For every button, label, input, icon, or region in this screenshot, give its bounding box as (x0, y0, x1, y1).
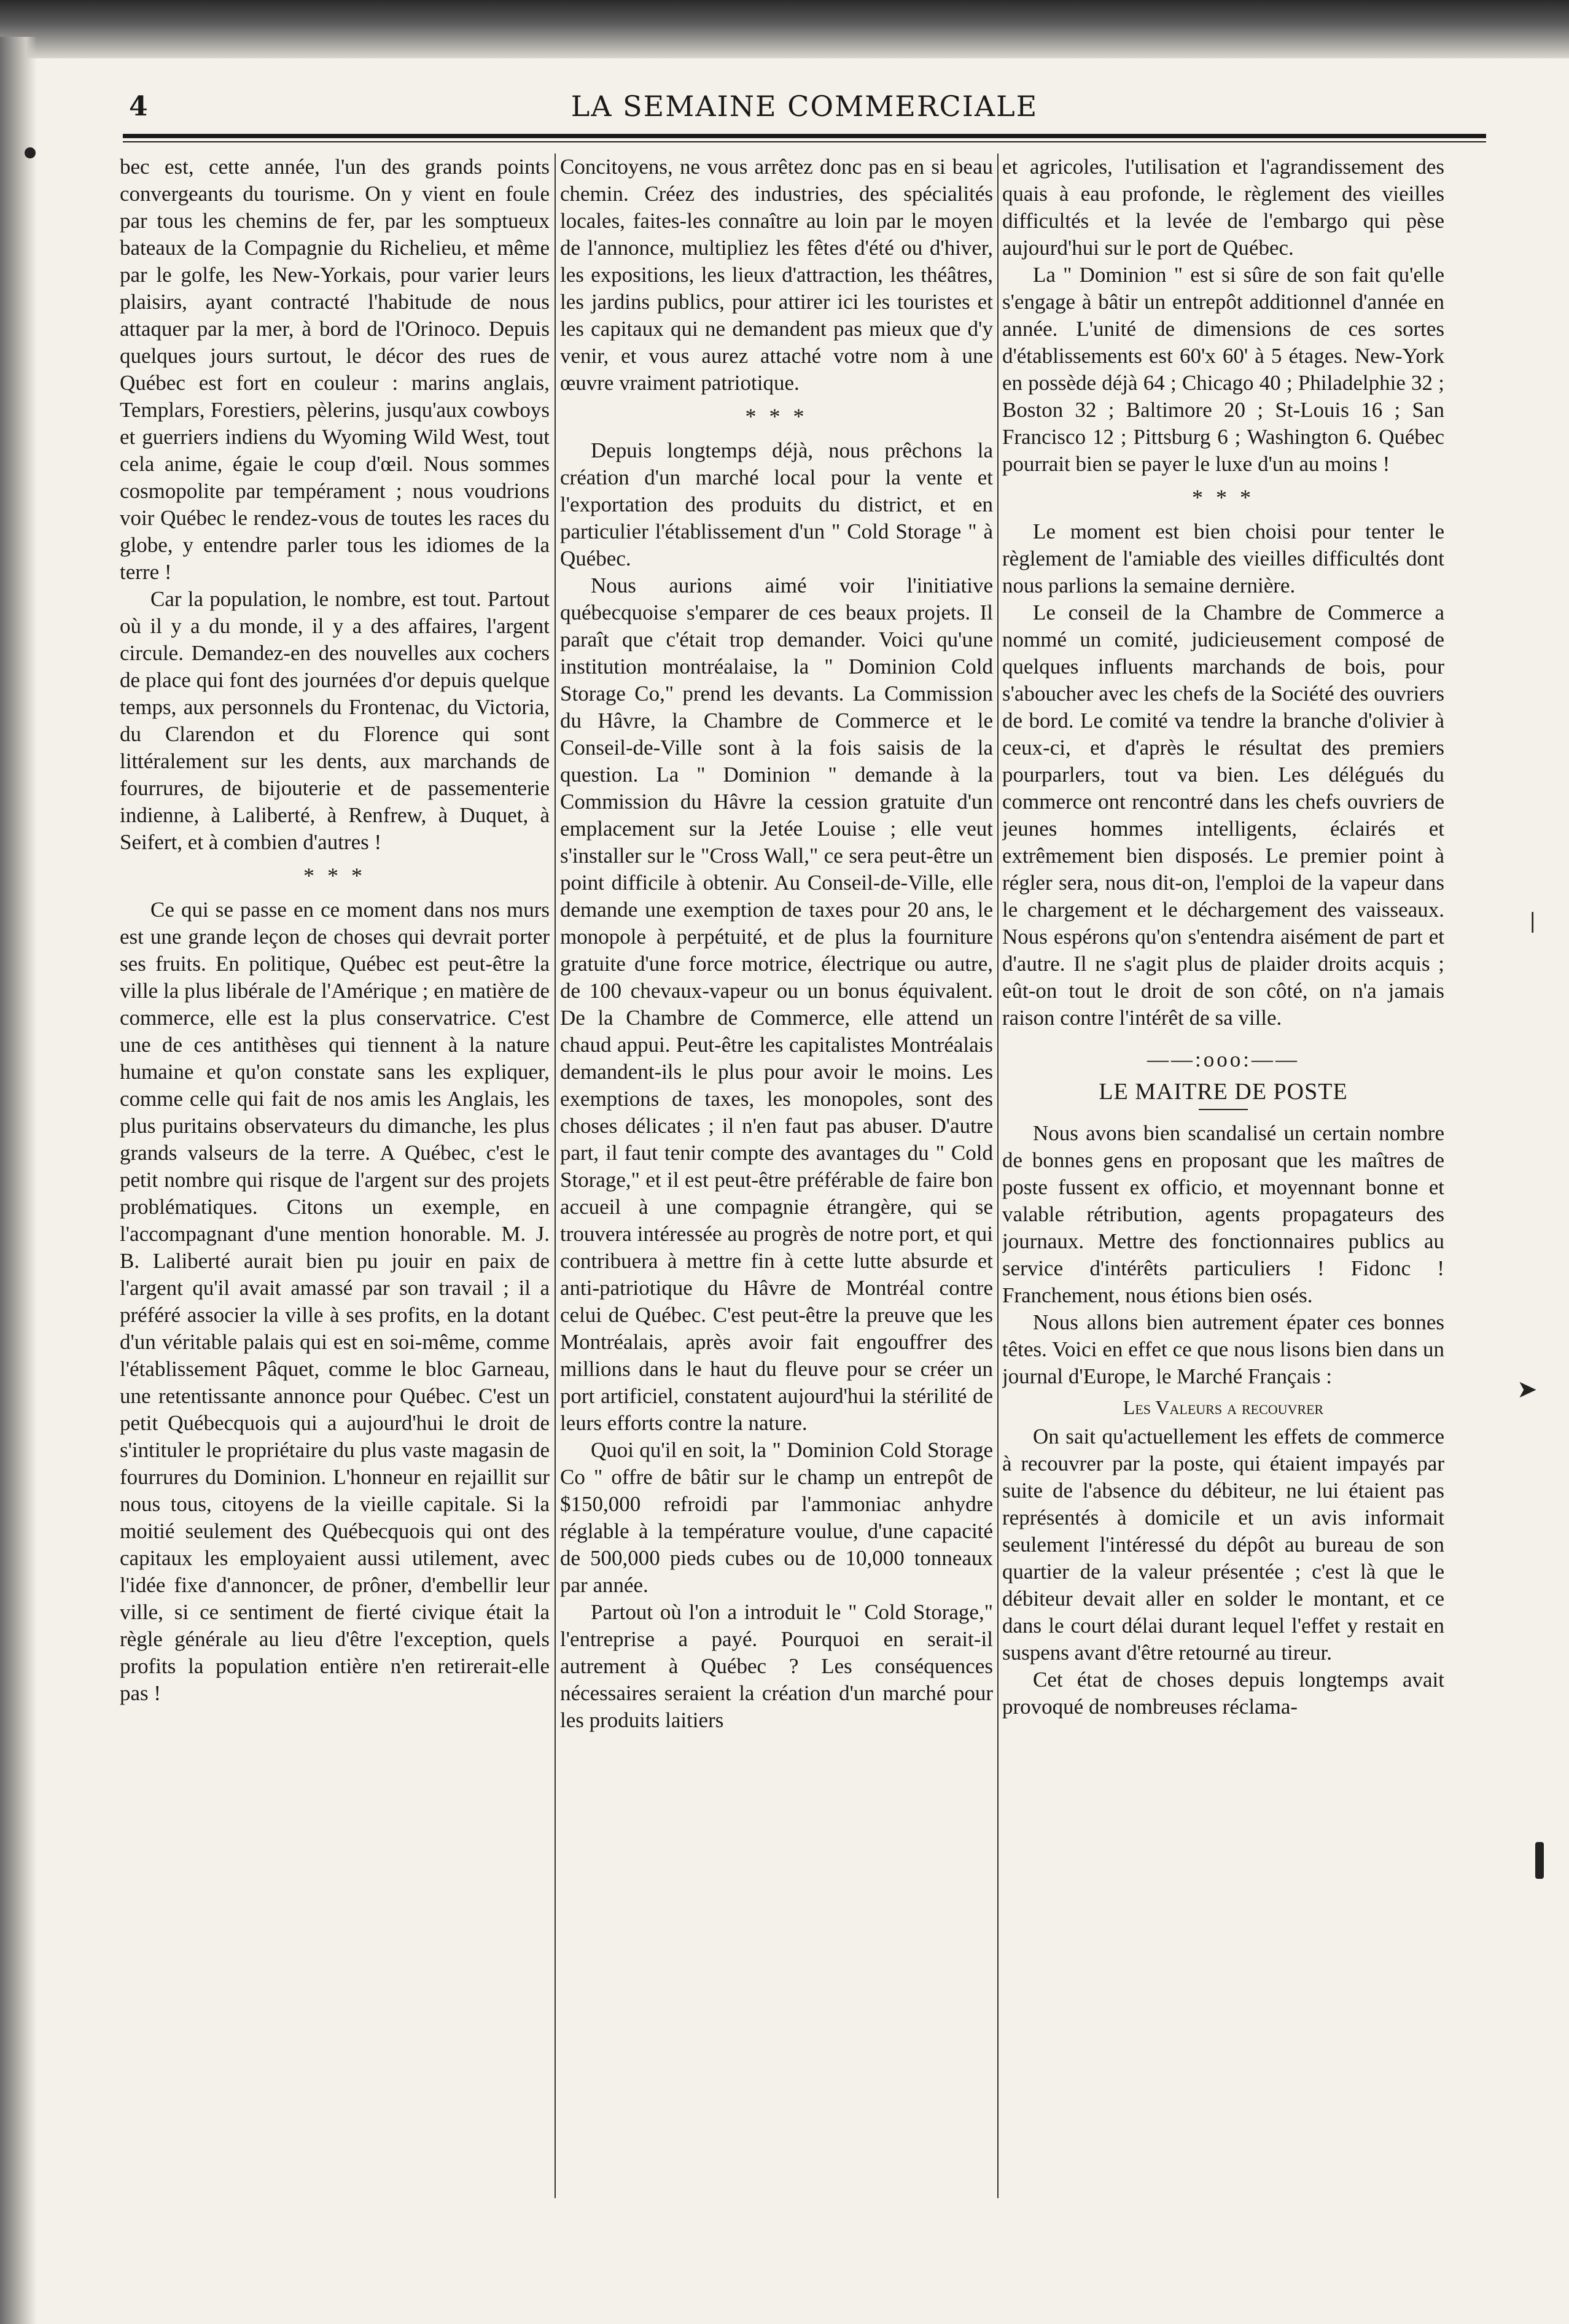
paragraph: Ce qui se passe en ce moment dans nos murs est une grande leçon de choses qui devrait porter ses fruits. En politique, Québec est peut-être la ville la plus libérale de l'Amérique ; en matière de commerce, elle est la plus conservatrice. C'est une de ces antithèses qui tiennent à la nature humaine et qu'on constate sans les expliquer, comme celle qui fait de nos amis les Anglais, les plus puritains observateurs du dimanche, les plus grands valseurs de la terre. A Québec, c'est le petit nombre qui risque de l'argent sur des projets problématiques. Citons un exemple, en l'accompagnant d'une mention honorable. M. J. B. Laliberté aurait bien pu jouir en paix de l'argent qu'il avait amassé par son travail ; il a préféré associer la ville à ses profits, en la dotant d'un véritable palais qui est en soi-même, comme l'établissement Pâquet, comme le bloc Garneau, une retentissante annonce pour Québec. C'est un petit Québecquois qui a aujourd'hui le droit de s'intituler le propriétaire du plus vaste magasin de fourrures du Dominion. L'honneur en rejaillit sur nous tous, citoyens de la vieille capitale. Si la moitié seulement des Québecquois qui ont des capitaux les employaient aussi utilement, avec l'idée fixe d'annoncer, de prôner, d'embellir leur ville, si ce sentiment de fierté civique était la règle générale au lieu d'être l'exception, quels profits la population entière n'en retirerait-elle pas ! (120, 898, 550, 1705)
page-header (123, 86, 1486, 129)
paragraph: Nous avons bien scandalisé un certain nombre de bonnes gens en proposant que les maîtres de poste fussent ex officio, et moyennant bonne et valable rétribution, agents propagateurs des journaux. Mettre des fonctionnaires publics au service d'intérêts particuliers ! Fidonc ! Franchement, nous étions bien osés. (1002, 1121, 1444, 1307)
asterism: * * * (1192, 485, 1255, 510)
paragraph: Depuis longtemps déjà, nous prêchons la création d'un marché local pour la vente et l'exportation des produits du district, et en particulier l'établissement d'un " Cold Storage " à Québec. (560, 438, 993, 570)
ink-blot (1535, 1842, 1544, 1879)
scan-edge-top (0, 0, 1569, 58)
header-rule-thick (123, 134, 1486, 138)
margin-tick-mark: | (1529, 909, 1536, 933)
masthead-title: LA SEMAINE COMMERCIALE (570, 90, 1038, 123)
paragraph: On sait qu'actuellement les effets de commerce à recouvrer par la poste, qui étaient impayés par suite de l'absence du débiteur, ne lui étaient pas représentés à domicile et un avis informait seulement l'intéressé du dépôt au bureau de son quartier de la valeur présentée ; c'est là que le débiteur devait aller en solder le montant, et ce dans le court délai durant lequel l'effet y restait en suspens avant d'être retourné au tireur. (1002, 1424, 1444, 1665)
paragraph: Nous allons bien autrement épater ces bonnes têtes. Voici en effet ce que nous lisons bien dans un journal d'Europe, le Marché Français : (1002, 1310, 1444, 1388)
paragraph: bec est, cette année, l'un des grands points convergeants du tourisme. On y vient en foule par tous les chemins de fer, par les somptueux bateaux de la Compagnie du Richelieu, et même par le golfe, les New-Yorkais, pour varier leurs plaisirs, ayant contracté l'habitude de nous attaquer par la mer, à bord de l'Orinoco. Depuis quelques jours surtout, le décor des rues de Québec est fort en couleur : marins anglais, Templars, Forestiers, pèlerins, jusqu'aux cowboys et guerriers indiens du Wyoming Wild West, tout cela anime, égaie le coup d'œil. Nous sommes cosmopolite par tempérament ; nous voudrions voir Québec le rendez-vous de toutes les races du globe, y entendre parler tous les idiomes de la terre ! (120, 155, 550, 584)
section-separator: ——:ooo:—— (1147, 1047, 1299, 1071)
subheading: Les Valeurs a recouvrer (1123, 1396, 1324, 1418)
paragraph: Quoi qu'il en soit, la " Dominion Cold Storage Co " offre de bâtir sur le champ un entrepôt de $150,000 refroidi par l'ammoniac anhydre réglable à la température voulue, d'une capacité de 500,000 pieds cubes ou de 10,000 tonneaux par année. (560, 1438, 993, 1597)
asterism: * * * (303, 863, 366, 888)
column-3 (1002, 154, 1444, 2198)
paragraph: et agricoles, l'utilisation et l'agrandissement des quais à eau profonde, le règlement des vieilles difficultés et la levée de l'embargo qui pèse aujourd'hui sur le port de Québec. (1002, 155, 1444, 260)
page-number: 4 (129, 91, 148, 122)
paragraph: Partout où l'on a introduit le " Cold Storage," l'entreprise a payé. Pourquoi en serait-il autrement à Québec ? Les conséquences nécessaires seraient la création d'un marché pour les produits laitiers (560, 1600, 993, 1732)
column-1 (120, 154, 550, 2198)
scan-edge-left (0, 37, 37, 2324)
paragraph: La " Dominion " est si sûre de son fait qu'elle s'engage à bâtir un entrepôt additionnel d'année en année. L'unité de dimensions de ces sortes d'établissements est 60'x 60' à 5 étages. New-York en possède déjà 64 ; Chicago 40 ; Philadelphie 32 ; Boston 32 ; Baltimore 20 ; St-Louis 16 ; San Francisco 12 ; Pittsburg 6 ; Washington 6. Québec pourrait bien se payer le luxe d'un au moins ! (1002, 263, 1444, 476)
column-2 (560, 154, 993, 2198)
ink-speck (25, 147, 36, 158)
column-divider-1 (555, 154, 556, 2198)
section-title: LE MAITRE DE POSTE (1099, 1079, 1348, 1105)
paragraph: Car la population, le nombre, est tout. Partout où il y a du monde, il y a des affaires, l'argent circule. Demandez-en des nouvelles aux cochers de place qui font des journées d'or depuis quelque temps, aux personnels du Frontenac, du Victoria, du Clarendon et du Florence qui sont littéralement sur les dents, aux marchands de fourrures, de bijouterie et de passementerie indienne, à Laliberté, à Renfrew, à Duquet, à Seifert, et à combien d'autres ! (120, 587, 550, 854)
title-rule (1199, 1109, 1248, 1110)
paragraph: Le conseil de la Chambre de Commerce a nommé un comité, judicieusement composé de quelques influents marchands de bois, pour s'aboucher avec les chefs de la Société des ouvriers de bord. Le comité va tendre la branche d'olivier à ceux-ci, et d'après le résultat des premiers pourparlers, tout va bien. Les délégués du commerce ont rencontré dans les chefs ouvriers de jeunes hommes intelligents, éclairés et extrêmement bien disposés. Le premier point à régler sera, nous dit-on, l'emploi de la vapeur dans le chargement et le déchargement des vaisseaux. Nous espérons qu'on s'entendra aisément de part et d'autre. Il ne s'agit plus de plaider droits acquis ; eût-on tout le droit de son côté, on n'a jamais raison contre l'intérêt de sa ville. (1002, 600, 1444, 1030)
asterism: * * * (745, 404, 808, 429)
paragraph: Cet état de choses depuis longtemps avait provoqué de nombreuses réclama- (1002, 1668, 1444, 1719)
header-rule-thin (123, 141, 1486, 142)
column-divider-2 (997, 154, 999, 2198)
margin-arrow-mark: ➤ (1517, 1375, 1538, 1404)
paragraph: Le moment est bien choisi pour tenter le règlement de l'amiable des vieilles difficultés dont nous parlions la semaine dernière. (1002, 519, 1444, 597)
paragraph: Nous aurions aimé voir l'initiative québecquoise s'emparer de ces beaux projets. Il paraît que c'était trop demander. Voici qu'une institution montréalaise, la " Dominion Cold Storage Co," prend les devants. La Commission du Hâvre, la Chambre de Commerce et le Conseil-de-Ville sont à la fois saisis de la question. La " Dominion " demande à la Commission du Hâvre la cession gratuite d'un emplacement sur la Jetée Louise ; elle veut s'installer sur le "Cross Wall," ce sera peut-être un point difficile à obtenir. Au Conseil-de-Ville, elle demande une exemption de taxes pour 20 ans, le monopole à perpétuité, et de plus la fourniture gratuite d'une force motrice, électrique ou autre, de 100 chevaux-vapeur ou un bonus équivalent. De la Chambre de Commerce, elle attend un chaud appui. Peut-être les capitalistes Montréalais demandent-ils le plus pour avoir le moins. Les exemptions de taxes, les monopoles, sont des choses délicates ; il n'en faut pas abuser. D'autre part, il faut tenir compte des avantages du " Cold Storage," et il est peut-être préférable de faire bon accueil à une compagnie étrangère, qui se trouvera intéressée au progrès de notre port, et qui contribuera à mettre fin à cette lutte absurde et anti-patriotique du Hâvre de Montréal contre celui de Québec. C'est peut-être la preuve que les Montréalais, après avoir fait engouffrer des millions dans le haut du fleuve pour se créer un port artificiel, constatent aujourd'hui la stérilité de leurs efforts contre la nature. (560, 573, 993, 1435)
paragraph: Concitoyens, ne vous arrêtez donc pas en si beau chemin. Créez des industries, des spécialités locales, faites-les connaître au loin par le moyen de l'annonce, multipliez les fêtes d'été ou d'hiver, les expositions, les lieux d'attraction, les théâtres, les jardins publics, pour attirer ici les touristes et les capitaux qui ne demandent pas mieux que d'y venir, et vous aurez attaché votre nom à une œuvre vraiment patriotique. (560, 155, 993, 395)
